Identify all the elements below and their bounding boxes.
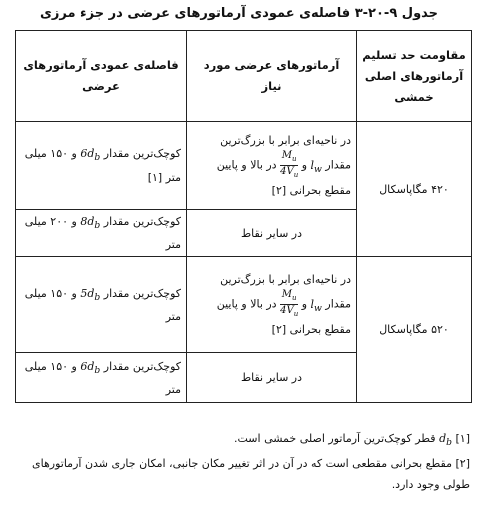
spacing-text: کوچک‌ترین مقدار — [103, 359, 181, 373]
db-symbol: $6d_b$ — [80, 359, 101, 376]
header-required: آرماتورهای عرضی مورد نیاز — [187, 31, 357, 122]
spacing-tail: و ۱۵۰ میلی متر — [24, 286, 181, 323]
condition-and: و — [301, 297, 308, 311]
lw-symbol: $l_w$ — [310, 158, 322, 175]
table-row — [16, 122, 472, 210]
condition-tail: در بالا و پایین مقطع بحرانی [۲] — [216, 158, 351, 197]
db-symbol: $5d_b$ — [80, 286, 101, 303]
db-symbol: $8d_b$ — [80, 215, 101, 232]
header-spacing: فاصله‌ی عمودی آرماتورهای عرضی — [16, 31, 187, 122]
db-symbol: $d_b$ — [439, 432, 452, 449]
condition-text: در ناحیه‌ای برابر با بزرگ‌ترین مقدار — [220, 273, 351, 311]
spacing-text: کوچک‌ترین مقدار — [103, 286, 181, 300]
table-row — [16, 257, 472, 353]
header-row — [16, 31, 472, 122]
mu-over-4vu-fraction: $\frac{M_u}{4V_u}$ — [280, 150, 299, 179]
table-title: جدول ۹-۲۰-۳ فاصله‌ی عمودی آرماتورهای عرضی در جزء مرزی — [39, 6, 439, 21]
mu-over-4vu-fraction: $\frac{M_u}{4V_u}$ — [280, 289, 299, 319]
db-symbol: $6d_b$ — [80, 147, 101, 164]
strength-cell-420: ۴۲۰ مگاپاسکال — [357, 122, 472, 257]
spacing-tail: و ۲۰۰ میلی متر — [24, 215, 181, 252]
condition-cell — [187, 122, 357, 210]
footnote-text: مقطع بحرانی مقطعی است که در آن در اثر تغییر مکان جانبی، امکان جاری شدن آرماتورهای طولی وجود دارد. — [32, 457, 470, 492]
condition-text: در ناحیه‌ای برابر با بزرگ‌ترین مقدار — [220, 134, 351, 172]
spacing-text: کوچک‌ترین مقدار — [103, 215, 181, 228]
condition-tail: در بالا و پایین مقطع بحرانی [۲] — [216, 297, 351, 337]
spacing-tail: و ۱۵۰ میلی متر — [24, 359, 181, 396]
condition-and: و — [301, 158, 308, 172]
spacing-text: کوچک‌ترین مقدار — [103, 147, 181, 161]
spacing-cell — [16, 122, 187, 210]
spacing-cell — [16, 257, 187, 353]
footnote-1 — [10, 428, 470, 453]
strength-cell-520: ۵۲۰ مگاپاسکال — [357, 257, 472, 403]
condition-cell — [187, 257, 357, 353]
transverse-reinforcement-table — [15, 30, 472, 403]
condition-cell: در سایر نقاط — [187, 353, 357, 403]
spacing-tail: و ۱۵۰ میلی متر [۱] — [24, 147, 181, 184]
header-strength: مقاومت حد تسلیم آرماتورهای اصلی خمشی — [357, 31, 472, 122]
condition-cell: در سایر نقاط — [187, 210, 357, 257]
footnotes — [10, 428, 470, 495]
spacing-cell — [16, 210, 187, 257]
footnote-text: قطر کوچک‌ترین آرماتور اصلی خمشی است. — [234, 432, 436, 445]
lw-symbol: $l_w$ — [310, 297, 322, 314]
spacing-cell — [16, 353, 187, 403]
footnote-marker: [۱] — [455, 432, 470, 445]
footnote-2 — [10, 453, 470, 495]
footnote-marker: [۲] — [455, 457, 470, 471]
